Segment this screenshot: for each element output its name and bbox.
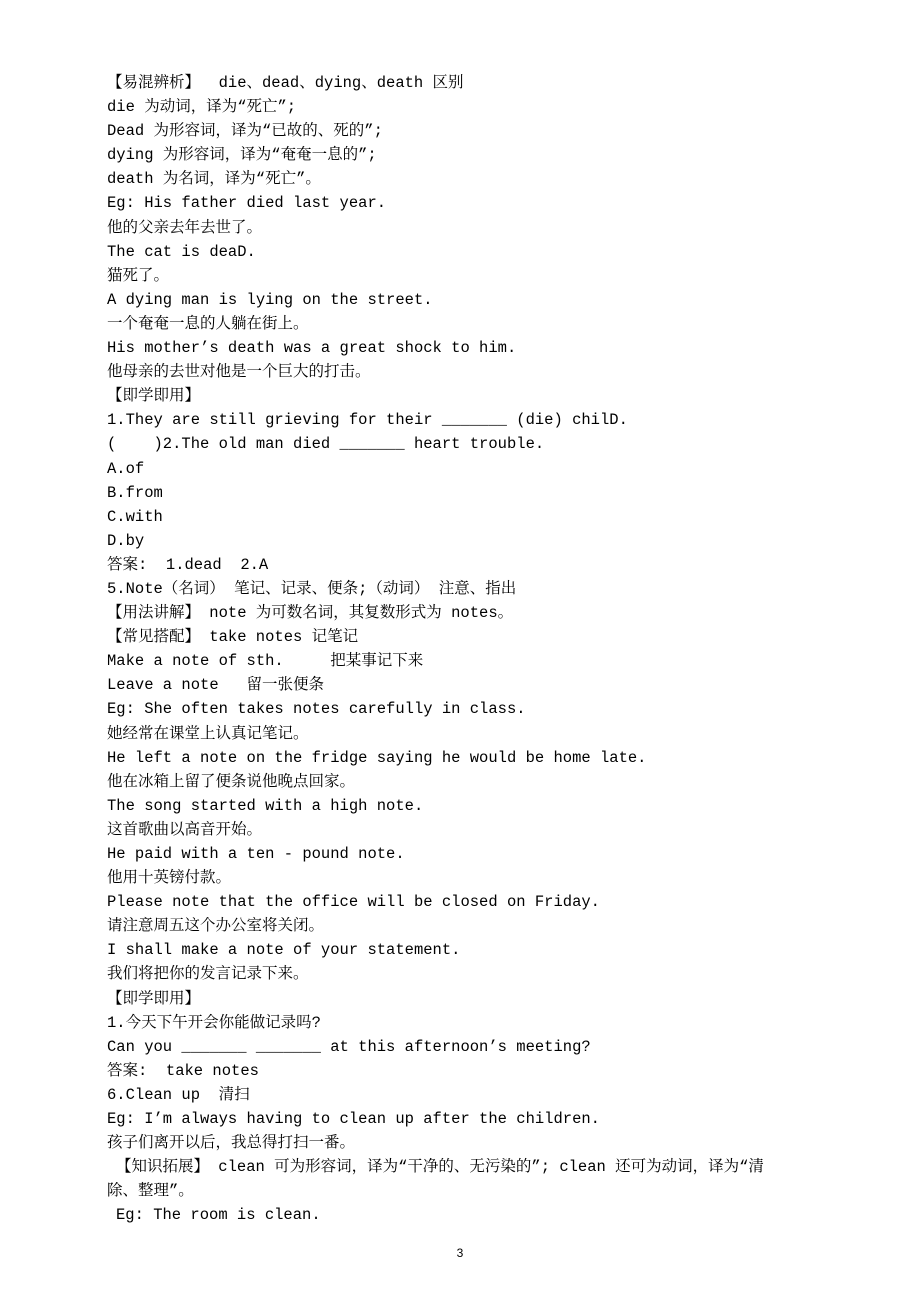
text-line: Leave a note 留一张便条 <box>107 676 325 695</box>
text-line: B.from <box>107 483 163 502</box>
text-line: 1.They are still grieving for their _______ (die) chilD. <box>107 411 628 430</box>
text-line: Eg: I’m always having to clean up after the children. <box>107 1110 600 1129</box>
text-line: 1.今天下午开会你能做记录吗? <box>107 1013 321 1032</box>
text-line: He left a note on the fridge saying he would be home late. <box>107 748 647 767</box>
text-line: Make a note of sth. 把某事记下来 <box>107 652 424 671</box>
text-line: 我们将把你的发言记录下来。 <box>107 965 309 984</box>
text-line: 孩子们离开以后，我总得打扫一番。 <box>107 1134 356 1153</box>
text-line: dying 为形容词，译为“奄奄一息的”; <box>107 146 377 165</box>
text-line: I shall make a note of your statement. <box>107 941 461 960</box>
text-line: Eg: His father died last year. <box>107 194 387 213</box>
text-line: 猫死了。 <box>107 266 170 285</box>
text-line: 他的父亲去年去世了。 <box>107 218 263 237</box>
text-line: 【用法讲解】 note 为可数名词，其复数形式为 notes。 <box>107 604 514 623</box>
text-line: death 为名词，译为“死亡”。 <box>107 170 321 189</box>
text-line: 【常见搭配】 take notes 记笔记 <box>107 628 359 647</box>
text-line: 除、整理”。 <box>107 1182 194 1201</box>
text-line: 这首歌曲以高音开始。 <box>107 820 263 839</box>
text-line: die 为动词，译为“死亡”; <box>107 98 297 117</box>
text-line: Please note that the office will be closed on Friday. <box>107 893 600 912</box>
text-line: C.with <box>107 507 163 526</box>
text-line: 答案: take notes <box>107 1061 259 1080</box>
text-line: 【易混辨析】 die、dead、dying、death 区别 <box>107 74 464 92</box>
text-line: A.of <box>107 459 145 478</box>
text-line: 一个奄奄一息的人躺在街上。 <box>107 314 309 333</box>
text-line: Can you _______ _______ at this afternoon’s meeting? <box>107 1037 591 1056</box>
text-line: Dead 为形容词，译为“已故的、死的”; <box>107 122 383 141</box>
text-line: 【即学即用】 <box>107 387 201 406</box>
text-line: A dying man is lying on the street. <box>107 290 433 309</box>
page-number: 3 <box>456 1246 464 1260</box>
text-line: 6.Clean up 清扫 <box>107 1085 250 1104</box>
text-line: D.by <box>107 531 145 550</box>
text-line: 她经常在课堂上认真记笔记。 <box>107 724 309 743</box>
text-line: 5.Note（名词） 笔记、记录、便条;（动词） 注意、指出 <box>107 579 517 598</box>
text-line: Eg: She often takes notes carefully in class. <box>107 700 526 719</box>
text-line: 他在冰箱上留了便条说他晚点回家。 <box>107 772 356 791</box>
document-body <box>107 71 867 1228</box>
text-line: 答案: 1.dead 2.A <box>107 555 269 574</box>
text-line: 【知识拓展】 clean 可为形容词，译为“干净的、无污染的”; clean 还可为动词，译为“清 <box>116 1158 764 1177</box>
text-line: His mother’s death was a great shock to him. <box>107 339 517 358</box>
text-line: The cat is deaD. <box>107 242 256 261</box>
text-line: Eg: The room is clean. <box>116 1206 321 1225</box>
text-line: 他母亲的去世对他是一个巨大的打击。 <box>107 363 371 382</box>
text-line: 他用十英镑付款。 <box>107 869 232 888</box>
text-line: ( )2.The old man died _______ heart trouble. <box>107 435 545 454</box>
text-line: The song started with a high note. <box>107 796 424 815</box>
text-line: 请注意周五这个办公室将关闭。 <box>107 917 325 936</box>
text-line: He paid with a ten - pound note. <box>107 845 405 863</box>
text-line: 【即学即用】 <box>107 989 201 1008</box>
